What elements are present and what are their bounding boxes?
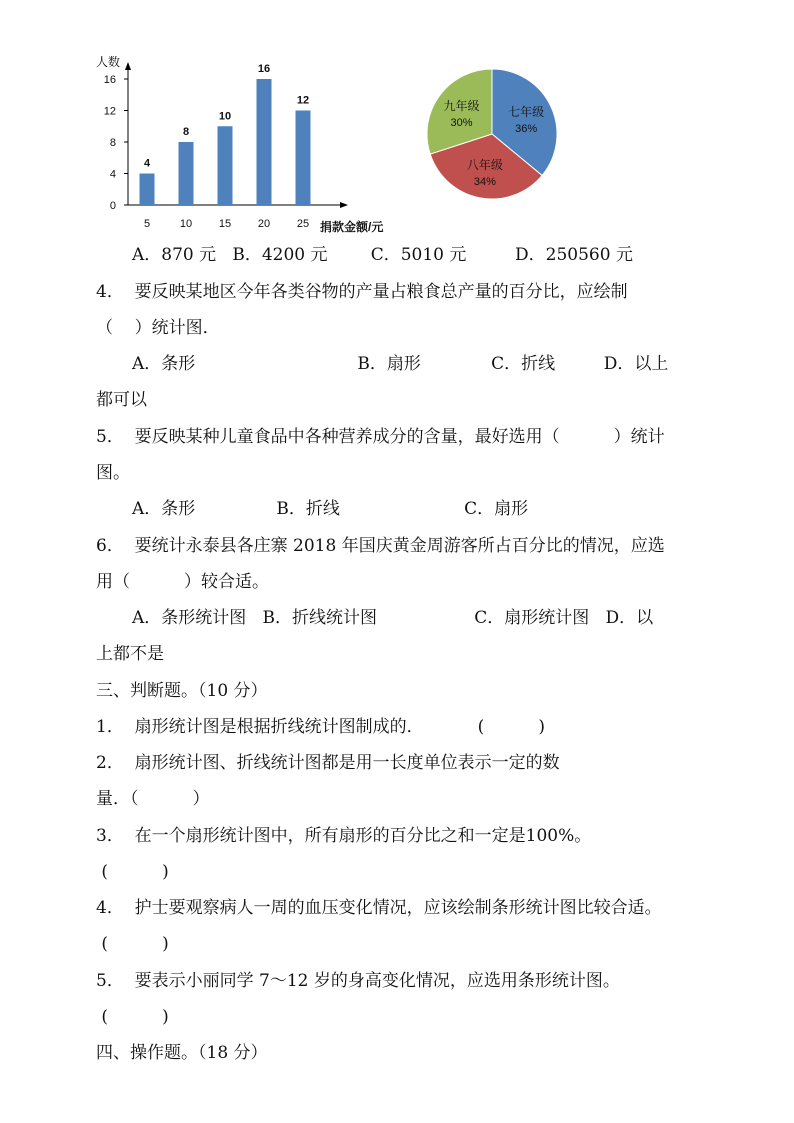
y-tick-label: 16 [103,74,116,86]
x-axis-label: 捐款金额/元 [320,220,384,234]
y-tick-label: 4 [109,168,116,181]
x-tick-label: 25 [296,218,310,230]
judge-4-line1: 4． 护士要观察病人一周的血压变化情况，应该绘制条形统计图比较合适。 [96,898,662,918]
q6-stem-line2: 用（ ）较合适。 [96,572,270,592]
q4-options: A．条形 B．扇形 C．折线 D．以上 [132,354,669,374]
pie-slice-label: 九年级 [443,98,480,113]
q5-options: A．条形 B．折线 C．扇形 [132,499,529,519]
q5-stem-line2: 图。 [96,463,130,483]
judge-5-line2: ( ) [96,1007,169,1027]
bar [296,111,311,206]
q4-options-cont: 都可以 [96,390,147,410]
pie-slice-label: 八年级 [466,158,503,173]
judge-4-line2: ( ) [96,934,169,954]
q5-stem-line1: 5． 要反映某种儿童食品中各种营养成分的含量，最好选用（ ）统计 [96,427,665,447]
x-tick-label: 20 [257,218,271,230]
judge-5-line1: 5． 要表示小丽同学 7～12 岁的身高变化情况，应选用条形统计图。 [96,971,620,991]
pie-slice-label: 七年级 [508,104,545,119]
y-tick-label: 0 [109,200,116,212]
bar [218,126,233,205]
bar [257,79,272,205]
y-axis-label: 人数 [96,55,121,69]
pie-slice-percent: 30% [450,116,473,129]
bar-value-label: 10 [218,110,232,123]
judge-3-line2: ( ) [96,862,169,882]
pie-slice-percent: 36% [515,122,538,135]
judge-2-line2: 量．（ ） [96,789,210,809]
bar [179,142,194,205]
q6-options: A．条形统计图 B．折线统计图 C．扇形统计图 D．以 [132,608,654,628]
judge-2-line1: 2． 扇形统计图、折线统计图都是用一长度单位表示一定的数 [96,753,560,773]
x-tick-label: 10 [179,218,193,230]
bar-chart [90,50,400,240]
section-3-heading: 三、判断题。（10 分） [96,681,268,701]
q3-options: A．870 元 B．4200 元 C．5010 元 D．250560 元 [132,245,633,265]
section-4-heading: 四、操作题。（18 分） [96,1043,268,1063]
q6-options-cont: 上都不是 [96,644,164,664]
y-tick-label: 8 [109,137,116,149]
judge-1: 1． 扇形统计图是根据折线统计图制成的． ( ) [96,717,545,737]
y-tick-label: 12 [103,105,116,118]
q6-stem-line1: 6． 要统计永泰县各庄寨 2018 年国庆黄金周游客所占百分比的情况，应选 [96,536,665,556]
x-axis-arrow [340,202,348,208]
pie-slice-percent: 34% [473,176,496,189]
pie-slices [427,69,557,199]
bar-value-label: 12 [296,94,310,107]
bar-series [140,63,311,205]
y-axis-arrow [125,62,131,70]
x-tick-label: 15 [218,218,232,230]
bar-value-label: 8 [182,126,190,138]
q4-stem-line1: 4． 要反映某地区今年各类谷物的产量占粮食总产量的百分比，应绘制 [96,282,628,302]
x-tick-label: 5 [143,218,151,230]
bar-value-label: 4 [143,157,151,170]
judge-3-line1: 3． 在一个扇形统计图中，所有扇形的百分比之和一定是100%。 [96,826,592,846]
pie-chart [420,62,570,207]
q4-stem-line2: （ ）统计图． [96,318,220,338]
bar [140,174,155,206]
bar-value-label: 16 [257,63,271,75]
